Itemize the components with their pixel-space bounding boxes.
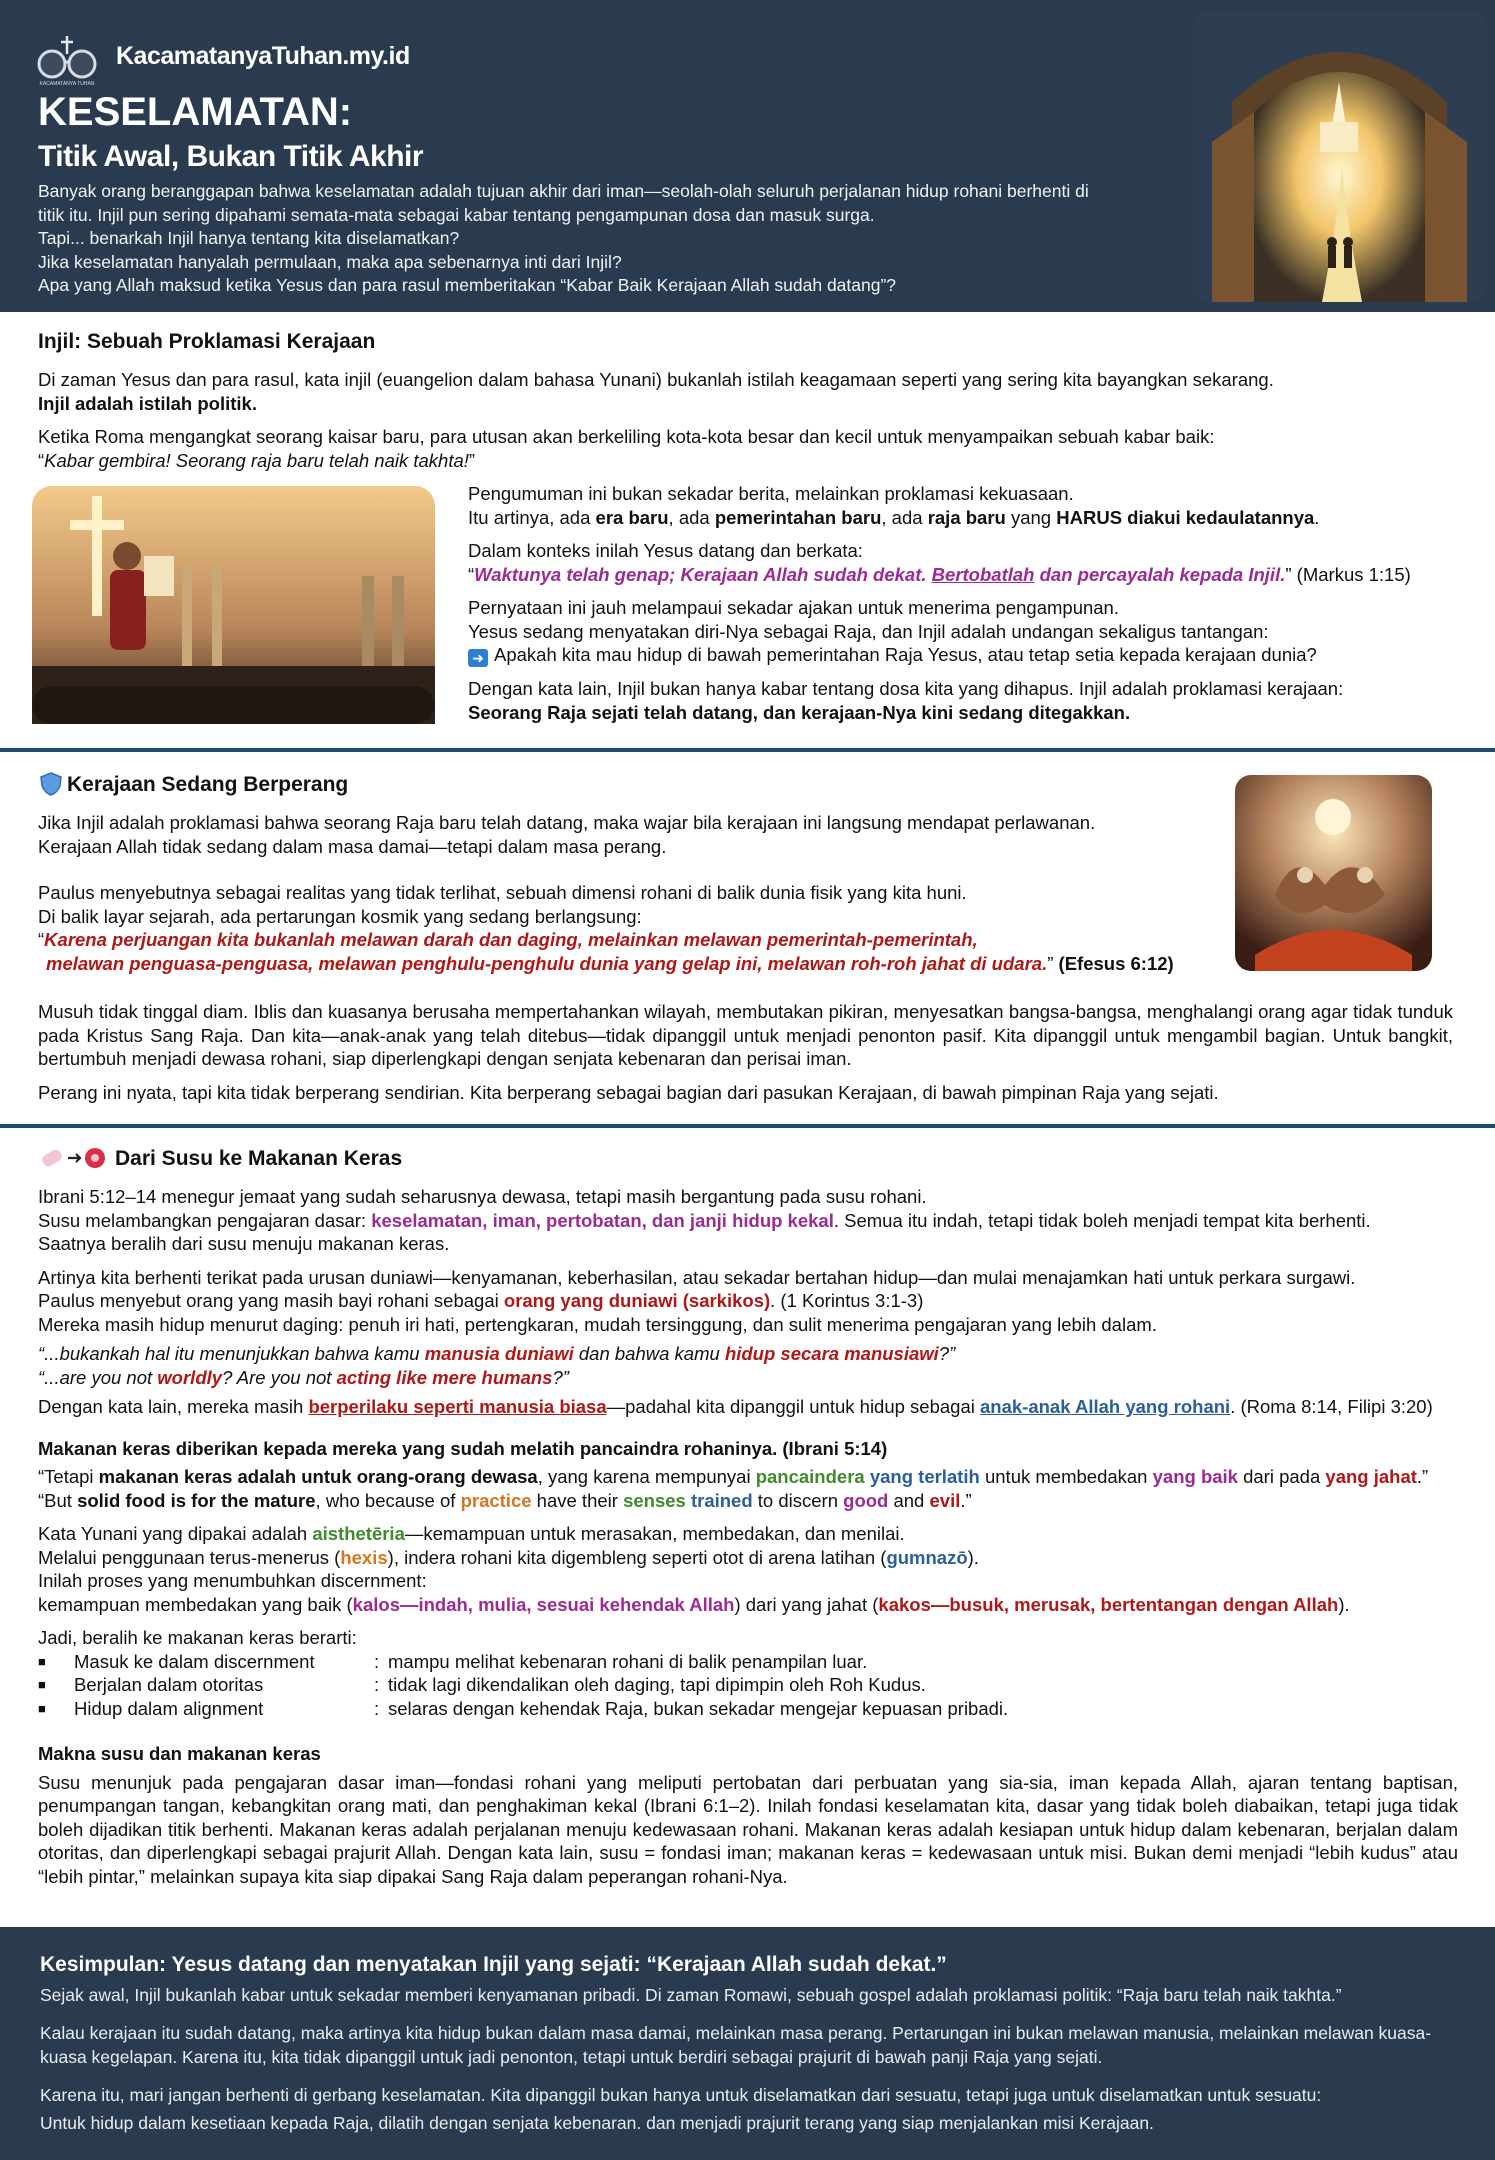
section1-r7: ➜ Apakah kita mau hidup di bawah pemerintahan Raja Yesus, atau tetap setia kepada kerajaan dunia? [468,643,1468,667]
heaven-gate-image [1192,12,1487,302]
page-title: KESELAMATAN: [38,90,353,134]
site-brand[interactable]: KacamatanyaTuhan.my.id [116,42,410,70]
section2-l4: Di balik layar sejarah, ada pertarungan kosmik yang sedang berlangsung: [38,905,642,927]
arrow-right-icon: ➜ [468,649,488,667]
section3-heading: Dari Susu ke Makanan Keras [115,1147,403,1170]
section3-b1: Artinya kita berhenti terikat pada urusan duniawi—kenyamanan, keberhasilan, atau sekadar bertahan hidup—dan mulai menajamkan hati untuk perkara surgawi. [38,1266,1356,1288]
intro-line: titik itu. Injil pun sering dipahami semata-mata sebagai kabar tentang pengampunan dosa dan masuk surga. [38,204,875,225]
section1-r3: Dalam konteks inilah Yesus datang dan berkata: [468,540,863,561]
section2-l2: Kerajaan Allah tidak sedang dalam masa damai—tetapi dalam masa perang. [38,835,667,857]
section3-h0: Makna susu dan makanan keras [38,1743,321,1764]
section1-heading: Injil: Sebuah Proklamasi Kerajaan [38,330,376,353]
list-item: ■ Berjalan dalam otoritas : tidak lagi dikendalikan oleh daging, tapi dipimpin oleh Roh Kudus. [38,1674,926,1695]
section1-r1: Pengumuman ini bukan sekadar berita, melainkan proklamasi kekuasaan. [468,483,1074,504]
section2-heading: Kerajaan Sedang Berperang [67,773,349,796]
section1-p1b: Injil adalah istilah politik. [38,392,257,414]
section3-f2: Melalui penggunaan terus-menerus (hexis), indera rohani kita digembleng seperti otot di arena latihan (gumnazō). [38,1546,979,1568]
section3-a2: Susu melambangkan pengajaran dasar: keselamatan, iman, pertobatan, dan janji hidup kekal. Semua itu indah, tetapi tidak boleh menjadi tempat kita berhenti. [38,1209,1371,1231]
section1-intro [38,368,1458,472]
section1-r9: Seorang Raja sejati telah datang, dan kerajaan-Nya kini sedang ditegakkan. [468,701,1131,723]
section1-body [468,482,1468,724]
section3-body [38,1185,1458,1888]
page-subtitle: Titik Awal, Bukan Titik Akhir [38,140,424,173]
section2-body [38,811,1218,975]
section2-l3: Paulus menyebutnya sebagai realitas yang tidak terlihat, sebuah dimensi rohani di balik dunia fisik yang kita huni. [38,882,967,903]
section3-b3: Mereka masih hidup menurut daging: penuh iri hati, pertengkaran, mudah tersinggung, dan sulit menerima pengajaran yang lebih dalam. [38,1313,1157,1335]
section3-c1: “...bukankah hal itu menunjukkan bahwa kamu manusia duniawi dan bahwa kamu hidup secara manusiawi?” [38,1343,956,1364]
intro-line: Jika keselamatan hanyalah permulaan, maka apa sebenarnya inti dari Injil? [38,251,622,272]
intro-line: Banyak orang beranggapan bahwa keselamatan adalah tujuan akhir dari iman—seolah-olah seluruh perjalanan hidup rohani berhenti di [38,181,1089,201]
section1-r8: Dengan kata lain, Injil bukan hanya kabar tentang dosa kita yang dihapus. Injil adalah proklamasi kerajaan: [468,678,1344,699]
section3-c2: “...are you not worldly? Are you not acting like mere humans?” [38,1366,569,1388]
section3-h1: Susu menunjuk pada pengajaran dasar iman—fondasi rohani yang meliputi pertobatan dari perbuatan yang sia-sia, iman kepada Allah, ajaran tentang baptisan, penumpangan tangan, kebangkitan orang mati, dan penghakiman kekal (Ibrani 6:1–2). Inilah fondasi keselamatan kita, dasar yang tidak boleh diabaikan, tetapi juga tidak boleh dijadikan titik berhenti. Makanan keras adalah perjalanan menuju kedewasaan rohani. Makanan keras adalah kesiapan untuk hidup dalam kebenaran, berjalan dalam otoritas, dan diperlengkapi sebagai prajurit Allah. Dengan kata lain, susu = fondasi iman; makanan keras = kedewasaan untuk misi. Bukan demi menjadi “lebih kudus” atau “lebih pintar,” melainkan supaya kita siap dipakai Sang Raja dalam peperangan rohani-Nya. [38,1771,1458,1887]
conclusion-p3b: Untuk hidup dalam kesetiaan kepada Raja, dilatih dengan senjata kebenaran. dan menjadi prajurit terang yang siap menjalankan misi Kerajaan. [40,2113,1154,2133]
section2-l1: Jika Injil adalah proklamasi bahwa seorang Raja baru telah datang, maka wajar bila kerajaan ini langsung mendapat perlawanan. [38,812,1096,833]
list-item: ■ Masuk ke dalam discernment : mampu melihat kebenaran rohani di balik penampilan luar. [38,1650,868,1672]
section3-a3: Saatnya beralih dari susu menuju makanan keras. [38,1233,450,1254]
section3-e0: Makanan keras diberikan kepada mereka yang sudah melatih pancaindra rohaninya. (Ibrani 5:14) [38,1437,888,1459]
ephesians-q2: melawan penguasa-penguasa, melawan penghulu-penghulu dunia yang gelap ini, melawan roh-roh jahat di udara.” (Efesus 6:12) [46,952,1174,974]
section1-r5: Pernyataan ini jauh melampaui sekadar ajakan untuk menerima pengampunan. [468,597,1119,618]
conclusion-p1: Sejak awal, Injil bukanlah kabar untuk sekadar memberi kenyamanan pribadi. Di zaman Romawi, sebuah gospel adalah proklamasi politik: “Raja baru telah naik takhta.” [40,1985,1342,2005]
section1-quote-text: Kabar gembira! Seorang raja baru telah naik takhta! [44,449,469,471]
mark1-verse: “Waktunya telah genap; Kerajaan Allah sudah dekat. Bertobatlah dan percayalah kepada Injil.” (Markus 1:15) [468,563,1411,585]
glasses-logo-icon [32,30,102,90]
logo-text: KACAMATANYA TUHAN [39,81,95,87]
conclusion-p3a: Karena itu, mari jangan berhenti di gerbang keselamatan. Kita dipanggil bukan hanya untuk diselamatkan dari sesuatu, tetapi juga untuk diselamatkan untuk sesuatu: [40,2085,1322,2105]
section2-paragraphs [38,1000,1453,1104]
section3-a1: Ibrani 5:12–14 menegur jemaat yang sudah seharusnya dewasa, tetapi masih bergantung pada susu rohani. [38,1186,927,1207]
list-item: ■ Hidup dalam alignment : selaras dengan kehendak Raja, bukan sekadar mengejar kepuasan pribadi. [38,1697,1009,1719]
section2-p2: Perang ini nyata, tapi kita tidak berperang sendirian. Kita berperang sebagai bagian dari pasukan Kerajaan, di bawah pimpinan Raja yang sejati. [38,1081,1219,1103]
section-divider [0,748,1495,752]
section1-r2: Itu artinya, ada era baru, ada pemerintahan baru, ada raja baru yang HARUS diakui kedaulatannya. [468,506,1320,528]
intro-line: Apa yang Allah maksud ketika Yesus dan para rasul memberitakan “Kabar Baik Kerajaan Allah sudah datang”? [38,275,897,295]
hebrews-english: “But solid food is for the mature, who because of practice have their senses trained to discern good and evil.” [38,1489,972,1511]
conclusion-p2: Kalau kerajaan itu sudah datang, maka artinya kita hidup bukan dalam masa damai, melainkan masa perang. Pertarungan ini bukan melawan manusia, melainkan melawan kuasa-kuasa kegelapan. Karena itu, kita tidak dipanggil untuk jadi penonton, tetapi untuk berdiri sebagai prajurit di bawah panji Raja yang sejati. [40,2023,1432,2067]
section1-p2: Ketika Roma mengangkat seorang kaisar baru, para utusan akan berkeliling kota-kota besar dan kecil untuk menyampaikan sebuah kabar baik: [38,426,1215,447]
conclusion-body [40,1983,1460,2135]
section3-g0: Jadi, beralih ke makanan keras berarti: [38,1627,357,1648]
section2-p1: Musuh tidak tinggal diam. Iblis dan kuasanya berusaha mempertahankan wilayah, membutakan pikiran, menyesatkan bangsa-bangsa, menghalangi orang agar tidak tunduk pada Kristus Sang Raja. Dan kita—anak-anak yang telah ditebus—tidak dipanggil untuk menjadi penonton pasif. Kita dipanggil untuk mengambil bagian. Untuk bangkit, bertumbuh menjadi dewasa rohani, siap diperlengkapi dengan senjata kebenaran dan perisai iman. [38,1001,1453,1069]
spiritual-battle-image [1235,775,1432,971]
ephesians-q1: “Karena perjuangan kita bukanlah melawan darah dan daging, melainkan melawan pemerintah-pemerintah, [38,929,978,950]
section3-f4: kemampuan membedakan yang baik (kalos—indah, mulia, sesuai kehendak Allah) dari yang jahat (kakos—busuk, merusak, bertentangan dengan Allah). [38,1593,1350,1615]
section1-p1: Di zaman Yesus dan para rasul, kata injil (euangelion dalam bahasa Yunani) bukanlah istilah keagamaan seperti yang sering kita bayangkan sekarang. [38,369,1274,390]
intro-line: Tapi... benarkah Injil hanya tentang kita diselamatkan? [38,228,460,248]
shield-icon [40,772,62,796]
intro-text [38,180,1173,298]
roman-herald-image [32,486,435,724]
section1-r6: Yesus sedang menyatakan diri-Nya sebagai Raja, dan Injil adalah undangan sekaligus tantangan: [468,620,1269,642]
section-divider [0,1124,1495,1128]
conclusion-title: Kesimpulan: Yesus datang dan menyatakan Injil yang sejati: “Kerajaan Allah sudah dekat.” [40,1953,947,1976]
section3-f3: Inilah proses yang menumbuhkan discernment: [38,1570,427,1591]
section1-quote: “Kabar gembira! Seorang raja baru telah naik takhta!” [38,449,476,471]
hebrews-indonesian: “Tetapi makanan keras adalah untuk orang-orang dewasa, yang karena mempunyai pancaindera yang terlatih untuk membedakan yang baik dari pada yang jahat.” [38,1466,1429,1487]
section3-b2: Paulus menyebut orang yang masih bayi rohani sebagai orang yang duniawi (sarkikos). (1 Korintus 3:1-3) [38,1290,924,1311]
section3-f1: Kata Yunani yang dipakai adalah aisthetēria—kemampuan untuk merasakan, membedakan, dan menilai. [38,1523,905,1544]
solid-food-list [38,1650,1008,1721]
section3-d1: Dengan kata lain, mereka masih berperilaku seperti manusia biasa—padahal kita dipanggil untuk hidup sebagai anak-anak Allah yang rohani. (Roma 8:14, Filipi 3:20) [38,1396,1433,1417]
milk-to-meat-icon [40,1146,110,1170]
